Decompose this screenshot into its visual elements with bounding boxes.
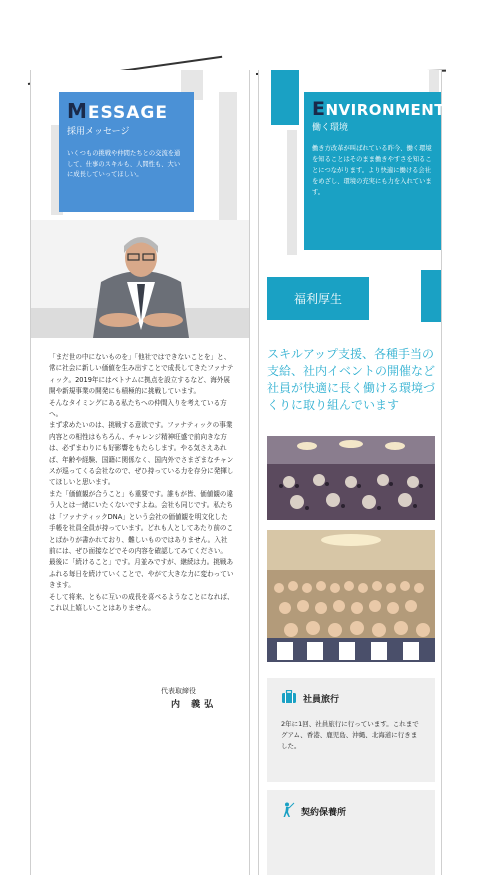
environment-header-box [304,92,446,250]
benefits-lead: スキルアップ支援、各種手当の支給、社内イベントの開催など社員が快適に長く働ける環境づくりに取り組んでいます [267,347,436,412]
resort-card-header [281,802,421,821]
message-paragraph: まず求めたいのは、挑戦する意欲です。ファナティックの事業内容との相性はもちろん、チャレンジ精神旺盛で前向きな方は、必ずまわりにも好影響をもたらします。やる気さえあれば、年齢や経験、国籍に関係なく、国内外でさまざまなチャンスが巡ってくる会社なので、ぜひ持っている力を存分に発揮してほしいと思います。 [49,421,234,487]
signature-name: 内 義弘 [171,700,218,710]
group-photo [267,530,435,662]
ceo-photo-illustration [31,220,249,338]
environment-panel [258,70,446,875]
benefits-label: 福利厚生 [267,277,369,320]
message-paragraph: そして将来、ともに互いの成長を喜べるようなことになれば、これ以上嬉しいことはありません。 [49,592,234,612]
banquet-photo [267,436,435,520]
deco-block [219,92,237,227]
resort-card [267,790,435,875]
deco-block [429,70,439,92]
golfer-icon [281,802,295,821]
travel-card-body: 2年に1回、社員旅行に行っています。これまでグアム、香港、鹿児島、沖縄、北海道に行きました。 [281,720,419,750]
message-intro: いくつもの挑戦や仲間たちとの交流を通して、仕事のスキルも、人間性も、大いに成長していってほしい。 [67,150,181,178]
environment-subtitle: 働く環境 [312,123,349,133]
travel-card-header [281,690,421,707]
travel-card-title: 社員旅行 [303,695,340,705]
message-paragraph: 最後に「続けること」です。月並みですが、継続は力。挑戦あふれる毎日を続けていくことで、やがて大きな力に変わっていきます。 [49,558,234,590]
message-panel [30,70,250,875]
message-title: MESSAGE [67,99,168,123]
deco-block [421,270,441,322]
deco-block [271,70,299,125]
suitcase-icon [281,690,297,707]
environment-intro: 働き方改革が叫ばれている昨今、働く環境を知ることはそのまま働きやすさを知ることにつながります。より快適に働ける会社をめざし、環境の充実にも力を入れています。 [312,145,432,196]
travel-card [267,678,435,782]
ceo-portrait [31,220,249,338]
resort-card-title: 契約保養所 [301,808,347,818]
signature-role: 代表取締役 [161,687,196,695]
message-header-box [59,92,194,212]
message-paragraph: 「まだ世の中にないものを」「他社ではできないことを」と、常に社会に新しい価値を生み出すことで成長してきたファナティック。2019年にはベトナムに拠点を設立するなど、海外展開や新規事業の開発にも積極的に挑戦しています。 [49,353,234,396]
message-paragraph: そんなタイミングにある私たちへの仲間入りを考えている方へ。 [49,398,227,419]
deco-block [287,130,297,255]
message-paragraph: また「価値観が合うこと」も重要です。誰もが皆、価値観の違う人とは一緒にいたくないですよね。会社も同じです。私たちは「ファナティックDNA」という会社の価値観を明文化した手帳を社員全員が持っています。どれも人としてあたり前のことばかりが書かれており、難しいものではありません。入社前には、ぜひ面接などでその内容を確認してみてください。 [49,489,234,555]
environment-title: ENVIRONMENT [312,98,446,120]
message-subtitle: 採用メッセージ [67,127,130,137]
message-body [49,352,234,614]
